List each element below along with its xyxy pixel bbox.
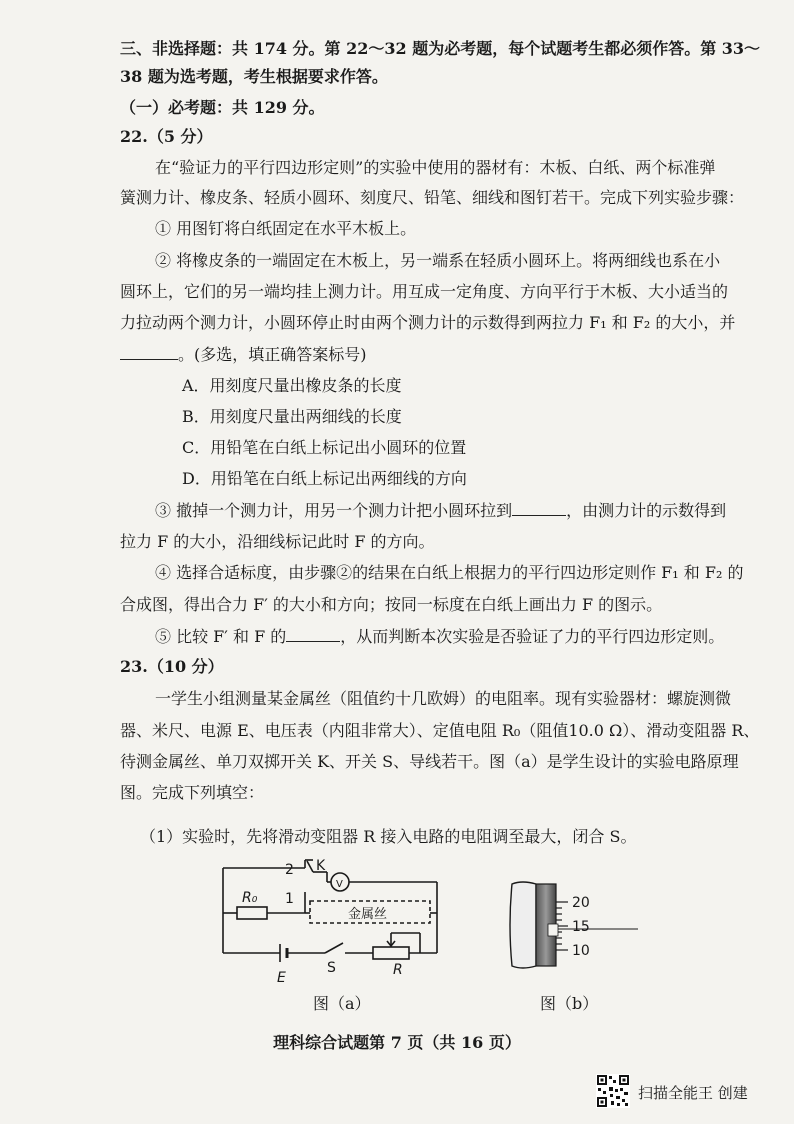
q22-option-c: C．用铅笔在白纸上标记出小圆环的位置 [182, 438, 467, 457]
q22-step3-line2: 拉力 F 的大小，沿细线标记此时 F 的方向。 [120, 532, 435, 551]
q22-number: 22.（5 分） [120, 127, 213, 146]
q22-step4-line1: ④ 选择合适标度，由步骤②的结果在白纸上根据力的平行四边形定则作 F₁ 和 F₂ 的 [155, 563, 744, 582]
q22-intro-line2: 簧测力计、橡皮条、轻质小圆环、刻度尺、铅笔、细线和图钉若干。完成下列实验步骤： [120, 188, 745, 207]
q22-step3-post: ，由测力计的示数得到 [566, 501, 727, 520]
section-heading-line2: 38 题为选考题，考生根据要求作答。 [120, 67, 388, 86]
q23-number: 23.（10 分） [120, 657, 224, 676]
q22-step2-line1: ② 将橡皮条的一端固定在木板上，另一端系在轻质小圆环上。将两细线也系在小 [155, 251, 721, 270]
page-footer: 理科综合试题第 7 页（共 16 页） [273, 1033, 521, 1052]
label-switch-k: K [316, 858, 326, 874]
q23-intro-line1: 一学生小组测量某金属丝（阻值约十几欧姆）的电阻率。现有实验器材：螺旋测微 [155, 689, 732, 708]
micrometer-tick-15: 15 [572, 919, 590, 935]
subsection-heading: （一）必考题：共 129 分。 [120, 98, 325, 117]
label-metal-wire: 金属丝 [348, 907, 388, 922]
q22-step3-pre: ③ 撤掉一个测力计，用另一个测力计把小圆环拉到 [155, 501, 513, 520]
q23-intro-line3: 待测金属丝、单刀双掷开关 K、开关 S、导线若干。图（a）是学生设计的实验电路原理 [120, 752, 739, 771]
q22-step2-tail: 。(多选，填正确答案标号) [178, 345, 367, 364]
q22-step3-line1 [155, 499, 726, 522]
q22-intro-line1: 在“验证力的平行四边形定则”的实验中使用的器材有：木板、白纸、两个标准弹 [155, 158, 716, 177]
micrometer-diagram [508, 880, 640, 970]
figure-b-caption: 图（b） [540, 994, 599, 1013]
label-switch-s: S [327, 960, 336, 976]
q22-step2-line4 [120, 343, 367, 366]
q23-intro-line2: 器、米尺、电源 E、电压表（内阻非常大）、定值电阻 R₀（阻值10.0 Ω）、滑动变阻器 R、 [120, 721, 760, 740]
q23-item1: （1）实验时，先将滑动变阻器 R 接入电路的电阻调至最大，闭合 S。 [140, 827, 637, 846]
answer-blank-2[interactable] [512, 499, 566, 516]
answer-blank-1[interactable] [120, 343, 178, 360]
answer-blank-3[interactable] [286, 625, 340, 642]
q22-step2-line3: 力拉动两个测力计，小圆环停止时由两个测力计的示数得到两拉力 F₁ 和 F₂ 的大小，并 [120, 313, 736, 332]
q22-step2-line2: 圆环上，它们的另一端均挂上测力计。用互成一定角度、方向平行于木板、大小适当的 [120, 282, 729, 301]
label-r0: R₀ [242, 890, 258, 906]
micrometer-tick-10: 10 [572, 943, 590, 959]
qr-code-icon [596, 1074, 630, 1108]
label-pole-1: 1 [285, 891, 294, 907]
q22-option-b: B．用刻度尺量出两细线的长度 [182, 407, 402, 426]
section-heading-line1: 三、非选择题：共 174 分。第 22～32 题为必考题，每个试题考生都必须作答。第 33～ [120, 39, 761, 58]
q22-option-d: D．用铅笔在白纸上标记出两细线的方向 [182, 469, 467, 488]
q22-step4-line2: 合成图，得出合力 F′ 的大小和方向；按同一标度在白纸上画出力 F 的图示。 [120, 595, 663, 614]
q22-step5 [155, 625, 724, 648]
label-battery-e: E [277, 970, 286, 986]
circuit-diagram [215, 858, 455, 988]
q22-step5-post: ，从而判断本次实验是否验证了力的平行四边形定则。 [340, 627, 725, 646]
q22-step1: ① 用图钉将白纸固定在水平木板上。 [155, 219, 417, 238]
label-pole-2: 2 [285, 862, 294, 878]
micrometer-tick-20: 20 [572, 895, 590, 911]
label-rheostat-r: R [393, 962, 403, 978]
scanner-watermark: 扫描全能王 创建 [638, 1084, 748, 1102]
q23-intro-line4: 图。完成下列填空： [120, 783, 265, 802]
q22-step5-pre: ⑤ 比较 F′ 和 F 的 [155, 627, 287, 646]
voltmeter-symbol: V [336, 879, 343, 890]
q22-option-a: A．用刻度尺量出橡皮条的长度 [182, 376, 402, 395]
figure-a-caption: 图（a） [313, 994, 371, 1013]
